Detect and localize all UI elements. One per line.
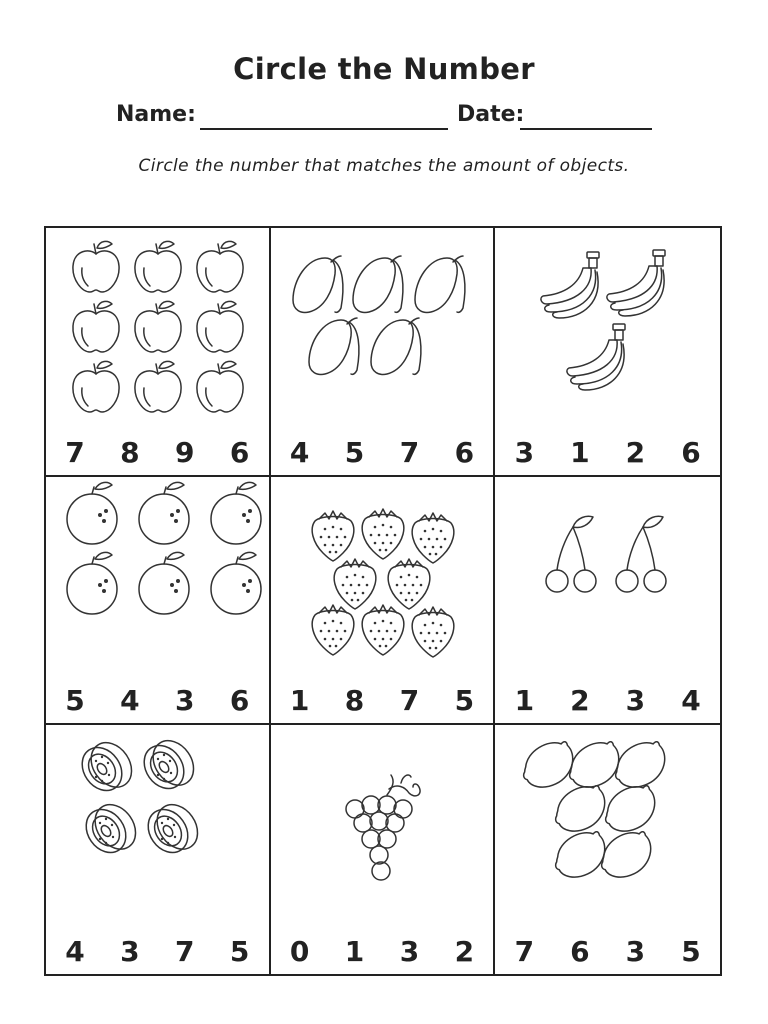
number-choice[interactable]: 4 [289,435,310,469]
number-choice[interactable]: 6 [570,935,590,968]
grapes-icon [271,725,496,925]
number-choice[interactable]: 0 [289,935,310,968]
number-choice[interactable]: 2 [625,435,646,469]
name-date-row [116,100,676,134]
number-choice[interactable]: 7 [175,935,195,968]
cell-apples [46,228,271,477]
number-choice[interactable]: 8 [120,435,140,469]
cell-bananas [495,228,720,477]
counting-grid [44,226,722,976]
orange-icon [46,477,271,677]
date-label: Date: [457,102,525,127]
number-choice[interactable]: 3 [514,435,535,469]
number-choices [509,684,706,717]
lemon-icon [495,725,720,925]
number-choice[interactable]: 8 [344,684,365,718]
number-choice[interactable]: 4 [681,684,701,718]
number-choice[interactable]: 5 [681,935,701,968]
number-choice[interactable]: 3 [399,935,420,968]
cell-lemons [495,725,720,974]
name-line[interactable] [200,128,448,130]
number-choice[interactable]: 6 [229,684,250,718]
kiwi-icon [46,725,271,925]
cell-oranges [46,477,271,726]
number-choice[interactable]: 3 [625,684,646,718]
number-choices [509,436,706,469]
number-choices [285,436,480,469]
number-choice[interactable]: 7 [399,684,420,718]
number-choice[interactable]: 3 [175,684,195,718]
cell-strawberries [271,477,496,726]
cell-cherries [495,477,720,726]
number-choice[interactable]: 6 [454,435,475,469]
cell-mangoes [271,228,496,477]
instructions: Circle the number that matches the amount of objects. [138,156,630,176]
number-choice[interactable]: 9 [175,435,195,469]
number-choice[interactable]: 5 [454,684,475,718]
date-line[interactable] [520,128,652,130]
banana-icon [495,228,720,428]
number-choice[interactable]: 7 [399,435,420,469]
number-choice[interactable]: 4 [120,684,140,718]
number-choice[interactable]: 7 [514,935,535,968]
cherry-icon [495,477,720,677]
cell-kiwis [46,725,271,974]
cell-grapes [271,725,496,974]
name-label: Name: [116,102,196,127]
number-choices [285,935,480,968]
worksheet-title: Circle the Number [233,52,535,86]
number-choice[interactable]: 5 [65,684,85,718]
mango-icon [271,228,496,428]
number-choices [60,935,255,968]
number-choice[interactable]: 7 [65,435,85,469]
number-choice[interactable]: 4 [65,935,85,968]
number-choices [285,684,480,717]
number-choice[interactable]: 5 [344,435,365,469]
number-choices [60,436,255,469]
number-choice[interactable]: 1 [344,935,365,968]
strawberry-icon [271,477,496,677]
number-choice[interactable]: 1 [514,684,535,718]
number-choices [509,935,706,968]
number-choices [60,684,255,717]
number-choice[interactable]: 1 [289,684,310,718]
number-choice[interactable]: 3 [120,935,140,968]
number-choice[interactable]: 6 [229,435,250,469]
number-choice[interactable]: 3 [625,935,646,968]
number-choice[interactable]: 2 [570,684,590,718]
number-choice[interactable]: 5 [229,935,250,968]
number-choice[interactable]: 6 [681,435,701,469]
number-choice[interactable]: 1 [570,435,590,469]
number-choice[interactable]: 2 [454,935,475,968]
apple-icon [46,228,271,428]
